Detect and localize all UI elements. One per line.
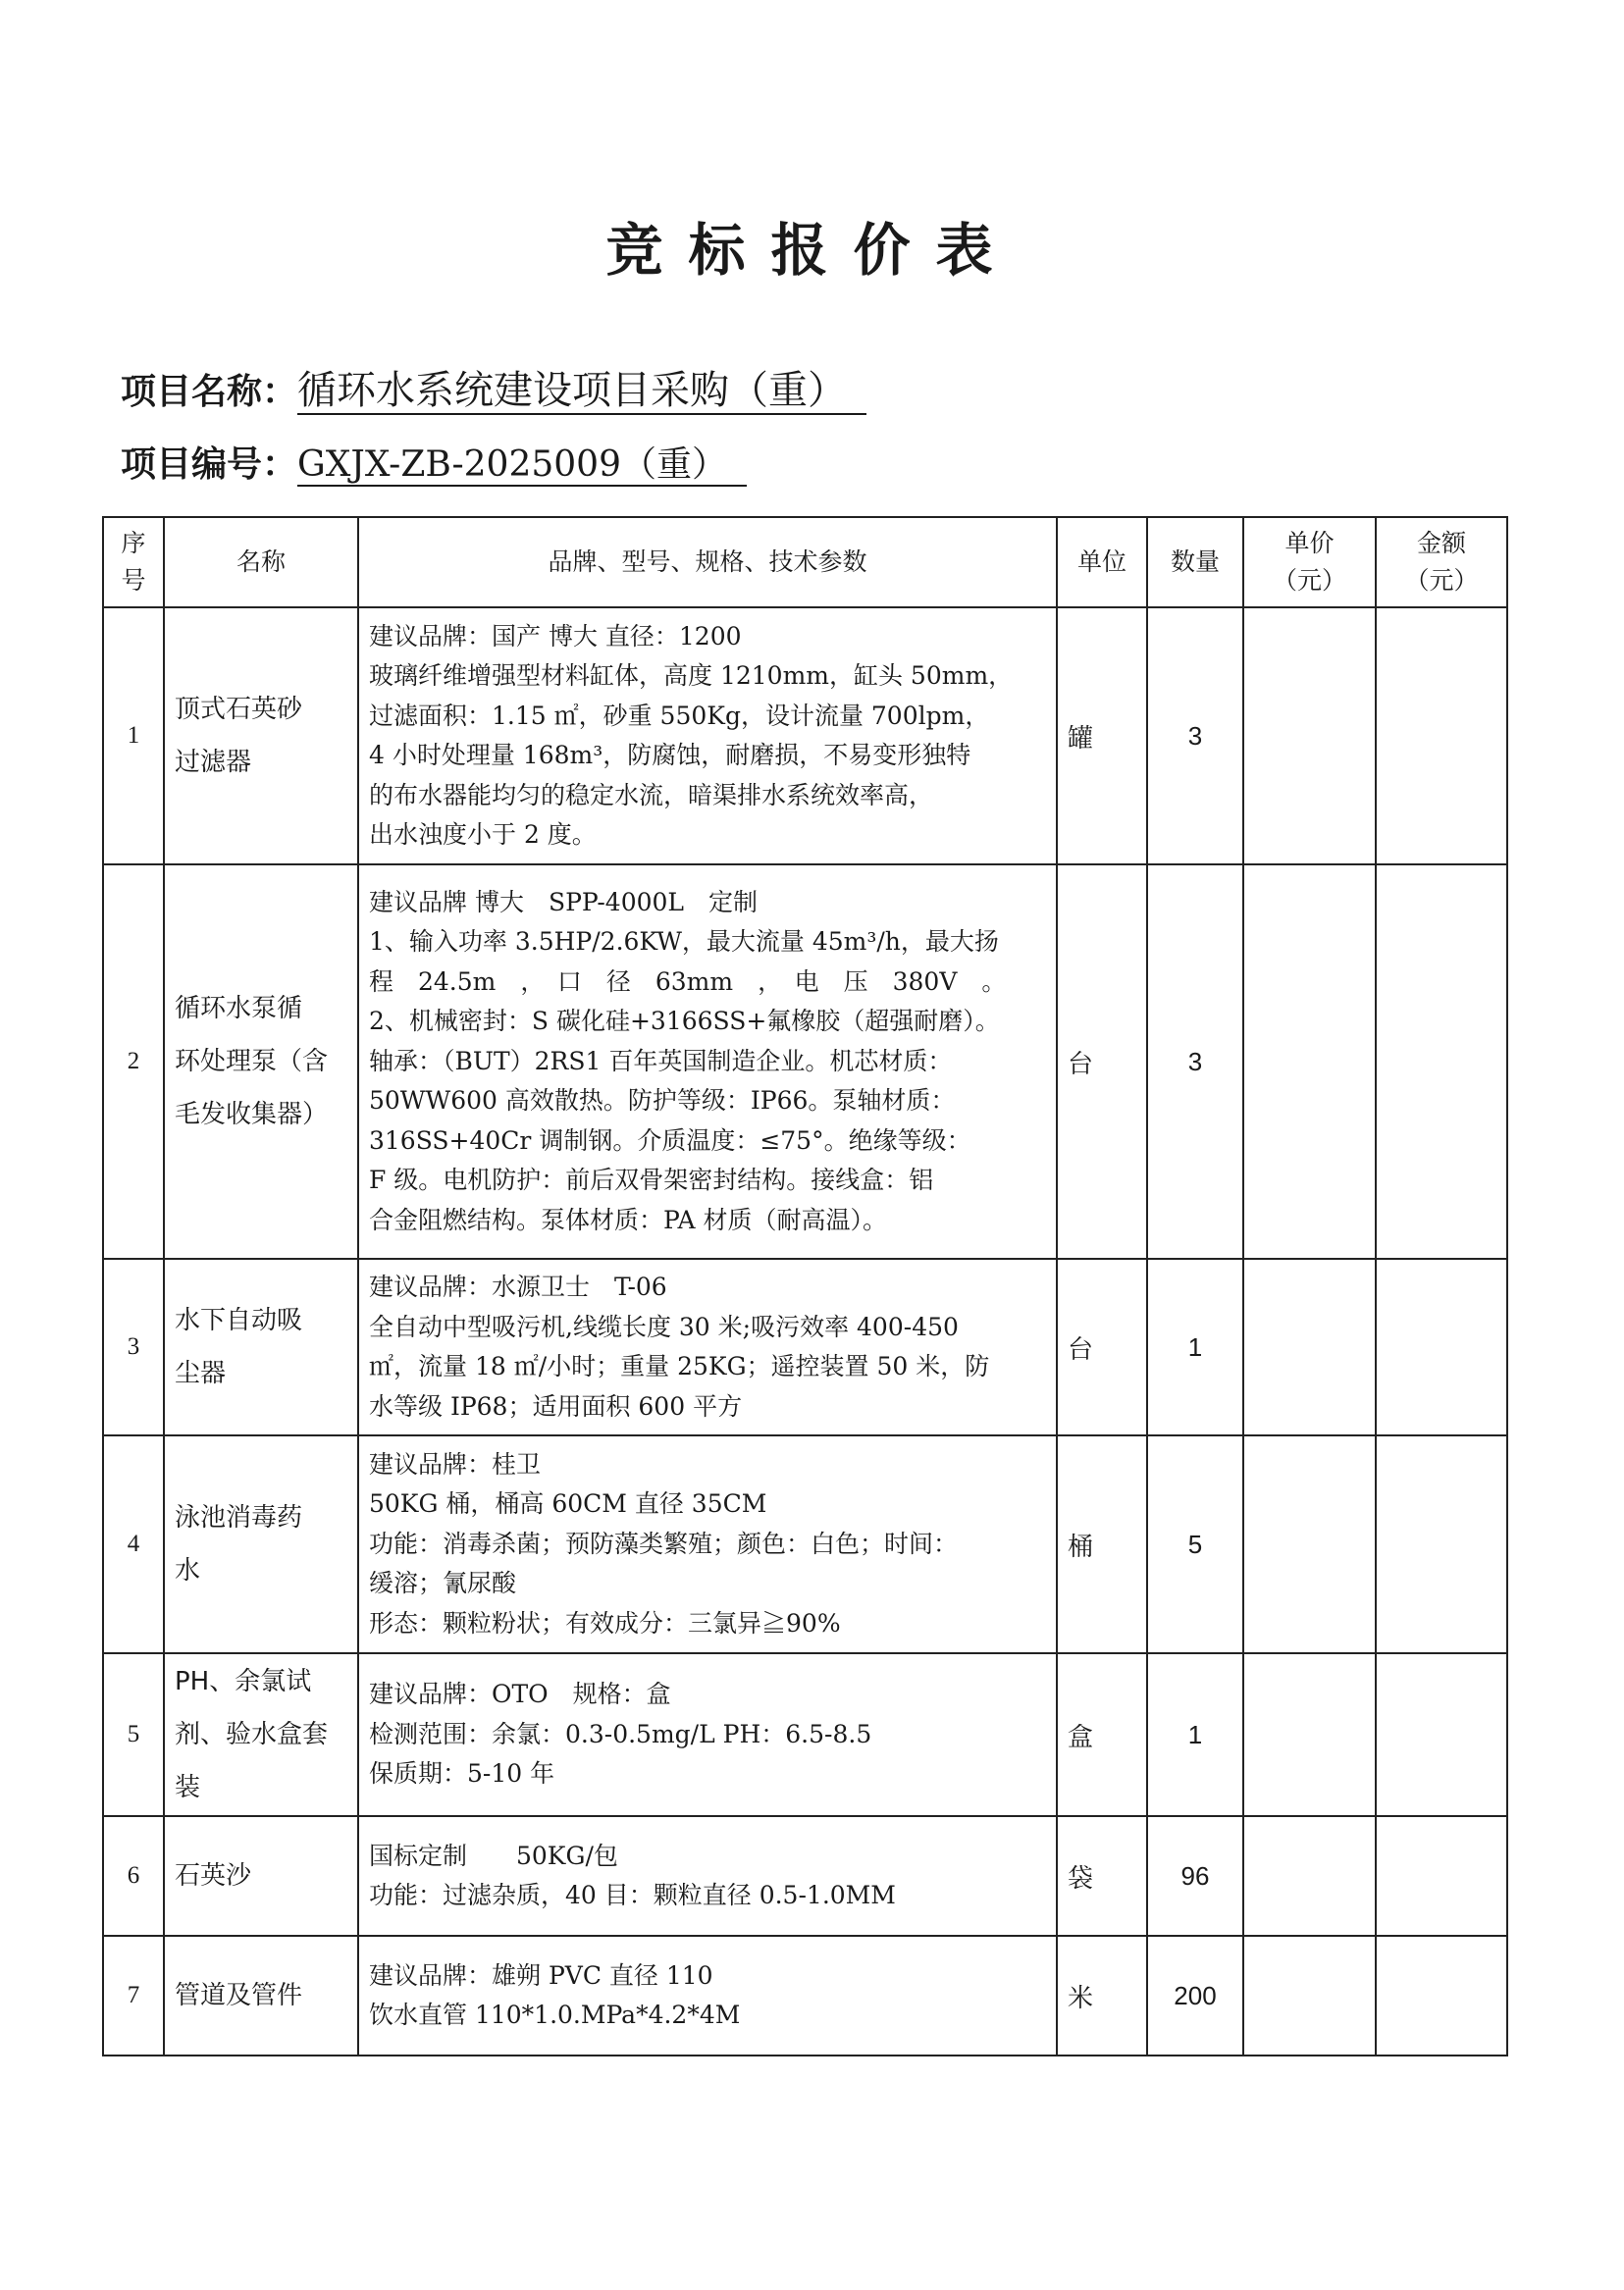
row-name-line: 环处理泵（含 — [175, 1047, 329, 1076]
row-spec-line: 国标定制 50KG/包 — [369, 1841, 618, 1870]
row-spec — [358, 1816, 1057, 1936]
row-seq: 4 — [103, 1435, 164, 1653]
table-header-row — [103, 517, 1507, 607]
row-unit: 米 — [1057, 1936, 1147, 2056]
row-seq: 2 — [103, 864, 164, 1259]
project-name-line — [121, 359, 866, 415]
row-amount — [1376, 1435, 1507, 1653]
row-amount — [1376, 1653, 1507, 1816]
row-name — [164, 1259, 358, 1435]
row-spec-line: 缓溶；氰尿酸 — [369, 1569, 517, 1598]
row-name-line: 石英沙 — [175, 1861, 252, 1891]
row-spec-line: 程 24.5m ， 口 径 63mm ， 电 压 380V 。 — [369, 966, 1007, 996]
row-name-line: 管道及管件 — [175, 1981, 303, 2010]
row-spec-line: 1、输入功率 3.5HP/2.6KW，最大流量 45m³/h，最大扬 — [369, 927, 999, 957]
header-spec: 品牌、型号、规格、技术参数 — [358, 517, 1057, 607]
row-spec — [358, 607, 1057, 864]
header-seq: 序 号 — [103, 517, 164, 607]
row-unit-price — [1243, 1653, 1376, 1816]
row-seq: 1 — [103, 607, 164, 864]
table-row — [103, 1653, 1507, 1816]
row-amount — [1376, 1259, 1507, 1435]
row-name — [164, 1936, 358, 2056]
row-spec-line: 过滤面积：1.15 ㎡，砂重 550Kg，设计流量 700lpm， — [369, 701, 990, 730]
row-name — [164, 1653, 358, 1816]
row-spec-line: 4 小时处理量 168m³，防腐蚀，耐磨损，不易变形独特 — [369, 741, 971, 769]
row-spec-line: 建议品牌 博大 SPP-4000L 定制 — [369, 887, 759, 916]
table-row — [103, 864, 1507, 1259]
header-qty: 数量 — [1147, 517, 1243, 607]
row-name-line: 泳池消毒药 — [175, 1503, 303, 1533]
row-spec — [358, 1653, 1057, 1816]
row-spec-line: 建议品牌：雄朔 PVC 直径 110 — [369, 1960, 713, 1990]
row-spec-line: 出水浊度小于 2 度。 — [369, 820, 597, 849]
row-name — [164, 1816, 358, 1936]
row-seq: 5 — [103, 1653, 164, 1816]
row-unit: 罐 — [1057, 607, 1147, 864]
row-spec-line: 建议品牌：桂卫 — [369, 1449, 542, 1479]
row-spec-line: 建议品牌：水源卫士 T-06 — [369, 1273, 667, 1301]
row-spec — [358, 1435, 1057, 1653]
row-name-line: 水下自动吸 — [175, 1306, 303, 1335]
row-seq: 7 — [103, 1936, 164, 2056]
row-name — [164, 864, 358, 1259]
row-name-line: 剂、验水盒套 — [175, 1720, 329, 1749]
row-name-line: 顶式石英砂 — [175, 695, 303, 724]
row-unit-price — [1243, 1259, 1376, 1435]
row-unit: 台 — [1057, 1259, 1147, 1435]
row-name — [164, 1435, 358, 1653]
row-spec-line: 2、机械密封：S 碳化硅+3166SS+氟橡胶（超强耐磨）。 — [369, 1007, 1000, 1036]
row-qty: 3 — [1147, 607, 1243, 864]
row-spec — [358, 1259, 1057, 1435]
project-name-label: 项目名称： — [121, 372, 298, 412]
header-price: 单价 （元） — [1243, 517, 1376, 607]
row-unit: 盒 — [1057, 1653, 1147, 1816]
row-name-line: 毛发收集器） — [175, 1100, 329, 1129]
row-spec-line: 形态：颗粒粉状；有效成分：三氯异≧90% — [369, 1608, 841, 1638]
row-name-line: 尘器 — [175, 1359, 227, 1388]
row-spec-line: 建议品牌：OTO 规格：盒 — [369, 1680, 671, 1709]
quotation-table — [102, 516, 1508, 2056]
row-qty: 200 — [1147, 1936, 1243, 2056]
row-spec-line: 轴承：（BUT）2RS1 百年英国制造企业。机芯材质： — [369, 1046, 953, 1075]
row-unit-price — [1243, 864, 1376, 1259]
row-spec-line: 全自动中型吸污机,线缆长度 30 米;吸污效率 400-450 — [369, 1312, 959, 1341]
row-spec-line: 水等级 IP68；适用面积 600 平方 — [369, 1391, 743, 1421]
header-amount: 金额 （元） — [1376, 517, 1507, 607]
row-spec-line: 饮水直管 110*1.0.MPa*4.2*4M — [369, 2001, 741, 2029]
row-name-line: PH、余氯试 — [175, 1667, 312, 1696]
row-qty: 1 — [1147, 1259, 1243, 1435]
row-spec-line: 50WW600 高效散热。防护等级：IP66。泵轴材质： — [369, 1086, 956, 1116]
row-unit: 桶 — [1057, 1435, 1147, 1653]
row-seq: 3 — [103, 1259, 164, 1435]
row-spec-line: F 级。电机防护：前后双骨架密封结构。接线盒：铝 — [369, 1166, 934, 1195]
row-qty: 1 — [1147, 1653, 1243, 1816]
row-name-line: 循环水泵循 — [175, 994, 303, 1023]
row-spec-line: 合金阻燃结构。泵体材质：PA 材质（耐高温）。 — [369, 1205, 888, 1234]
row-spec-line: 玻璃纤维增强型材料缸体，高度 1210mm，缸头 50mm， — [369, 661, 1014, 690]
row-spec-line: ㎡，流量 18 ㎡/小时；重量 25KG；遥控装置 50 米，防 — [369, 1352, 990, 1380]
row-spec-line: 功能：消毒杀菌；预防藻类繁殖；颜色：白色；时间： — [369, 1529, 959, 1558]
row-spec-line: 50KG 桶，桶高 60CM 直径 35CM — [369, 1489, 767, 1519]
project-code-line — [121, 437, 747, 487]
row-spec-line: 建议品牌：国产 博大 直径：1200 — [369, 621, 742, 651]
row-spec-line: 功能：过滤杂质，40 目：颗粒直径 0.5-1.0MM — [369, 1881, 896, 1909]
table-row — [103, 607, 1507, 864]
row-amount — [1376, 864, 1507, 1259]
row-unit-price — [1243, 607, 1376, 864]
row-name — [164, 607, 358, 864]
row-qty: 3 — [1147, 864, 1243, 1259]
project-name-value: 循环水系统建设项目采购（重） — [297, 368, 866, 415]
row-spec-line: 316SS+40Cr 调制钢。介质温度：≤75°。绝缘等级： — [369, 1125, 971, 1155]
row-unit-price — [1243, 1936, 1376, 2056]
row-seq: 6 — [103, 1816, 164, 1936]
row-spec-line: 的布水器能均匀的稳定水流，暗渠排水系统效率高， — [369, 780, 934, 809]
row-qty: 5 — [1147, 1435, 1243, 1653]
row-unit-price — [1243, 1816, 1376, 1936]
project-code-label: 项目编号： — [121, 444, 298, 485]
table-row — [103, 1816, 1507, 1936]
header-unit: 单位 — [1057, 517, 1147, 607]
row-qty: 96 — [1147, 1816, 1243, 1936]
table-row — [103, 1259, 1507, 1435]
row-spec — [358, 1936, 1057, 2056]
row-unit: 台 — [1057, 864, 1147, 1259]
header-name: 名称 — [164, 517, 358, 607]
row-name-line: 装 — [175, 1773, 201, 1802]
row-unit-price — [1243, 1435, 1376, 1653]
project-code-value: GXJX-ZB-2025009（重） — [297, 444, 747, 487]
row-amount — [1376, 1936, 1507, 2056]
row-spec — [358, 864, 1057, 1259]
row-amount — [1376, 607, 1507, 864]
table-row — [103, 1435, 1507, 1653]
row-name-line: 水 — [175, 1556, 201, 1586]
row-amount — [1376, 1816, 1507, 1936]
row-spec-line: 检测范围：余氯：0.3-0.5mg/L PH：6.5-8.5 — [369, 1719, 872, 1748]
row-unit: 袋 — [1057, 1816, 1147, 1936]
document-title: 竞标报价表 — [605, 217, 1019, 284]
table-row — [103, 1936, 1507, 2056]
row-spec-line: 保质期：5-10 年 — [369, 1759, 555, 1789]
row-name-line: 过滤器 — [175, 748, 252, 777]
